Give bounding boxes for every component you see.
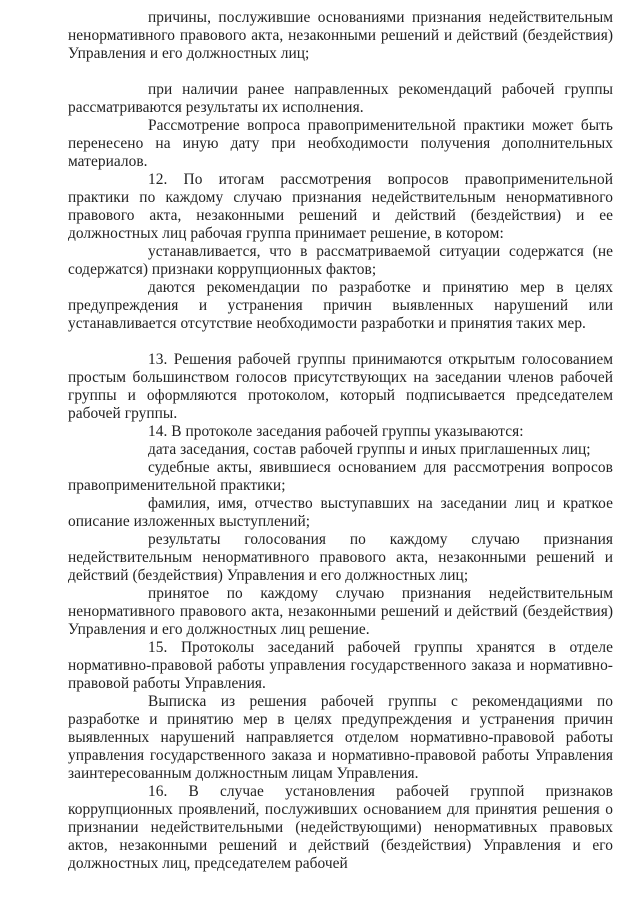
paragraph-item-16: 16. В случае установления рабочей группой признаков коррупционных проявлений, послуживших основанием для принятия решения о признании недействительными (недействующими) ненормативных правовых актов, незаконными решений и действий (бездействия) Управления и его должностных лиц, председателем рабочей: [68, 783, 613, 872]
paragraph-item-12: 12. По итогам рассмотрения вопросов правоприменительной практики по каждому случаю признания недействительным ненормативного правового акта, незаконными решений и действий (бездействия) и ее должностных лиц рабочая группа принимает решение, в котором:: [68, 171, 613, 242]
paragraph-reasons-grounds: причины, послужившие основаниями признания недействительным ненормативного правового акта, незаконными решений и действий (бездействия) Управления и его должностных лиц;: [68, 9, 613, 62]
paragraph-extract: Выписка из решения рабочей группы с рекомендациями по разработке и принятию мер в целях предупреждения и устранения причин выявленных нарушений направляется отделом нормативно-правовой работы управления государственного заказа и нормативно-правовой работы Управления заинтересованным должностным лицам Управления.: [68, 693, 613, 782]
paragraph-meeting-date: дата заседания, состав рабочей группы и иных приглашенных лиц;: [148, 441, 591, 458]
paragraph-postponement: Рассмотрение вопроса правоприменительной практики может быть перенесено на иную дату при необходимости получения дополнительных материалов.: [68, 117, 613, 170]
paragraph-decision-taken: принятое по каждому случаю признания недействительным ненормативного правового акта, незаконными решений и действий (бездействия) Управления и его должностных лиц решение.: [68, 585, 613, 638]
document-text-column: [68, 0, 613, 905]
paragraph-court-acts: судебные акты, явившиеся основанием для рассмотрения вопросов правоприменительной практики;: [68, 459, 613, 494]
paragraph-item-14: 14. В протоколе заседания рабочей группы указываются:: [148, 423, 524, 440]
paragraph-speakers: фамилия, имя, отчество выступавших на заседании лиц и краткое описание изложенных выступлений;: [68, 495, 613, 530]
paragraph-previous-recommendations: при наличии ранее направленных рекомендаций рабочей группы рассматриваются результаты их исполнения.: [68, 81, 613, 116]
paragraph-voting-results: результаты голосования по каждому случаю признания недействительным ненормативного правового акта, незаконными решений и действий (бездействия) Управления и его должностных лиц;: [68, 531, 613, 584]
paragraph-recommendations: даются рекомендации по разработке и принятию мер в целях предупреждения и устранения причин выявленных нарушений или устанавливается отсутствие необходимости разработки и принятия таких мер.: [68, 279, 613, 332]
paragraph-item-13: 13. Решения рабочей группы принимаются открытым голосованием простым большинством голосов присутствующих на заседании членов рабочей группы и оформляются протоколом, который подписывается председателем рабочей группы.: [68, 351, 613, 422]
paragraph-item-15: 15. Протоколы заседаний рабочей группы хранятся в отделе нормативно-правовой работы управления государственного заказа и нормативно-правовой работы Управления.: [68, 639, 613, 692]
paragraph-corruption-signs: устанавливается, что в рассматриваемой ситуации содержатся (не содержатся) признаки коррупционных фактов;: [68, 243, 613, 278]
